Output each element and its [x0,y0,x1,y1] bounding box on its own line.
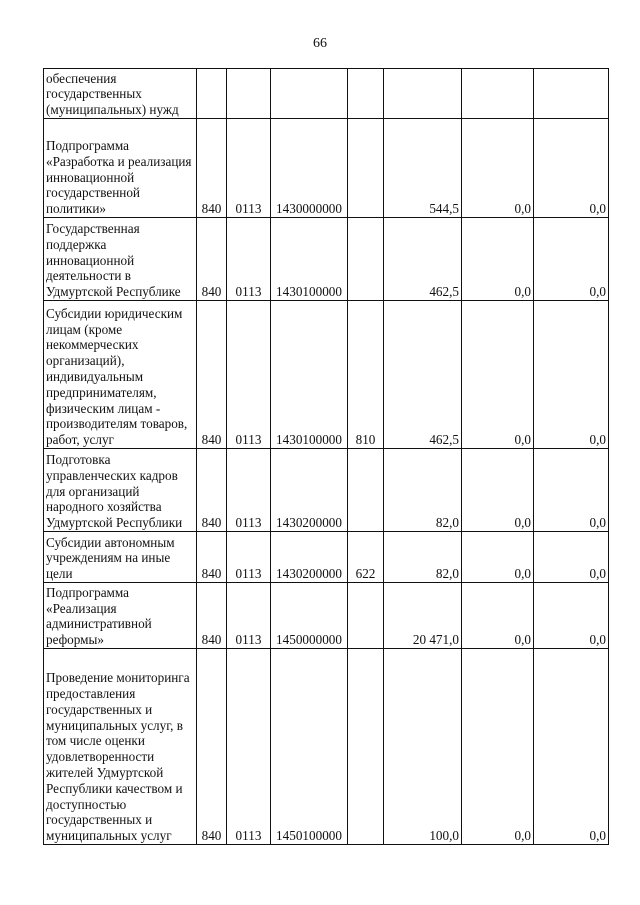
section-code: 0113 [227,532,271,583]
ministry-code: 840 [197,532,227,583]
sum-2: 0,0 [462,301,534,449]
table-row [44,649,609,845]
sum-2: 0,0 [462,532,534,583]
sum-3 [534,69,609,119]
sum-1 [384,69,462,119]
sum-2: 0,0 [462,119,534,218]
table-row [44,449,609,532]
expense-type-code: 810 [348,301,384,449]
row-name: Субсидии автономным учреждениям на иные цели [44,532,197,583]
sum-2: 0,0 [462,218,534,301]
target-code: 1430200000 [271,532,348,583]
target-code: 1430100000 [271,301,348,449]
table-row [44,69,609,119]
target-code: 1430100000 [271,218,348,301]
sum-2 [462,69,534,119]
sum-3: 0,0 [534,218,609,301]
sum-1: 82,0 [384,532,462,583]
expense-type-code [348,69,384,119]
sum-1: 82,0 [384,449,462,532]
sum-1: 100,0 [384,649,462,845]
target-code: 1450000000 [271,583,348,649]
sum-1: 20 471,0 [384,583,462,649]
table-row [44,218,609,301]
expense-type-code [348,649,384,845]
row-name: обеспечения государственных (муниципальных) нужд [44,69,197,119]
row-name: Субсидии юридическим лицам (кроме некоммерческих организаций), индивидуальным предпринимателям, физическим лицам - производителям товаров, работ, услуг [44,301,197,449]
ministry-code: 840 [197,218,227,301]
sum-3: 0,0 [534,532,609,583]
section-code: 0113 [227,449,271,532]
sum-1: 544,5 [384,119,462,218]
expense-type-code: 622 [348,532,384,583]
ministry-code: 840 [197,301,227,449]
row-name: Подпрограмма «Разработка и реализация инновационной государственной политики» [44,119,197,218]
section-code: 0113 [227,583,271,649]
ministry-code [197,69,227,119]
row-name: Проведение мониторинга предоставления государственных и муниципальных услуг, в том числе оценки удовлетворенности жителей Удмуртской Республики качеством и доступностью государственных и муниципальных услуг [44,649,197,845]
sum-1: 462,5 [384,301,462,449]
expense-type-code [348,119,384,218]
sum-2: 0,0 [462,649,534,845]
expense-type-code [348,449,384,532]
ministry-code: 840 [197,649,227,845]
ministry-code: 840 [197,119,227,218]
sum-3: 0,0 [534,301,609,449]
expense-type-code [348,583,384,649]
page-number: 66 [313,36,327,51]
sum-3: 0,0 [534,119,609,218]
row-name: Государственная поддержка инновационной деятельности в Удмуртской Республике [44,218,197,301]
sum-3: 0,0 [534,449,609,532]
sum-2: 0,0 [462,583,534,649]
section-code [227,69,271,119]
table-row [44,532,609,583]
target-code: 1430000000 [271,119,348,218]
section-code: 0113 [227,119,271,218]
row-name: Подпрограмма «Реализация административной реформы» [44,583,197,649]
table-row [44,119,609,218]
sum-1: 462,5 [384,218,462,301]
ministry-code: 840 [197,449,227,532]
sum-3: 0,0 [534,583,609,649]
budget-table [43,68,609,845]
sum-3: 0,0 [534,649,609,845]
target-code: 1430200000 [271,449,348,532]
row-name: Подготовка управленческих кадров для организаций народного хозяйства Удмуртской Республики [44,449,197,532]
target-code [271,69,348,119]
table-row [44,301,609,449]
target-code: 1450100000 [271,649,348,845]
section-code: 0113 [227,218,271,301]
section-code: 0113 [227,649,271,845]
table-row [44,583,609,649]
sum-2: 0,0 [462,449,534,532]
section-code: 0113 [227,301,271,449]
expense-type-code [348,218,384,301]
ministry-code: 840 [197,583,227,649]
